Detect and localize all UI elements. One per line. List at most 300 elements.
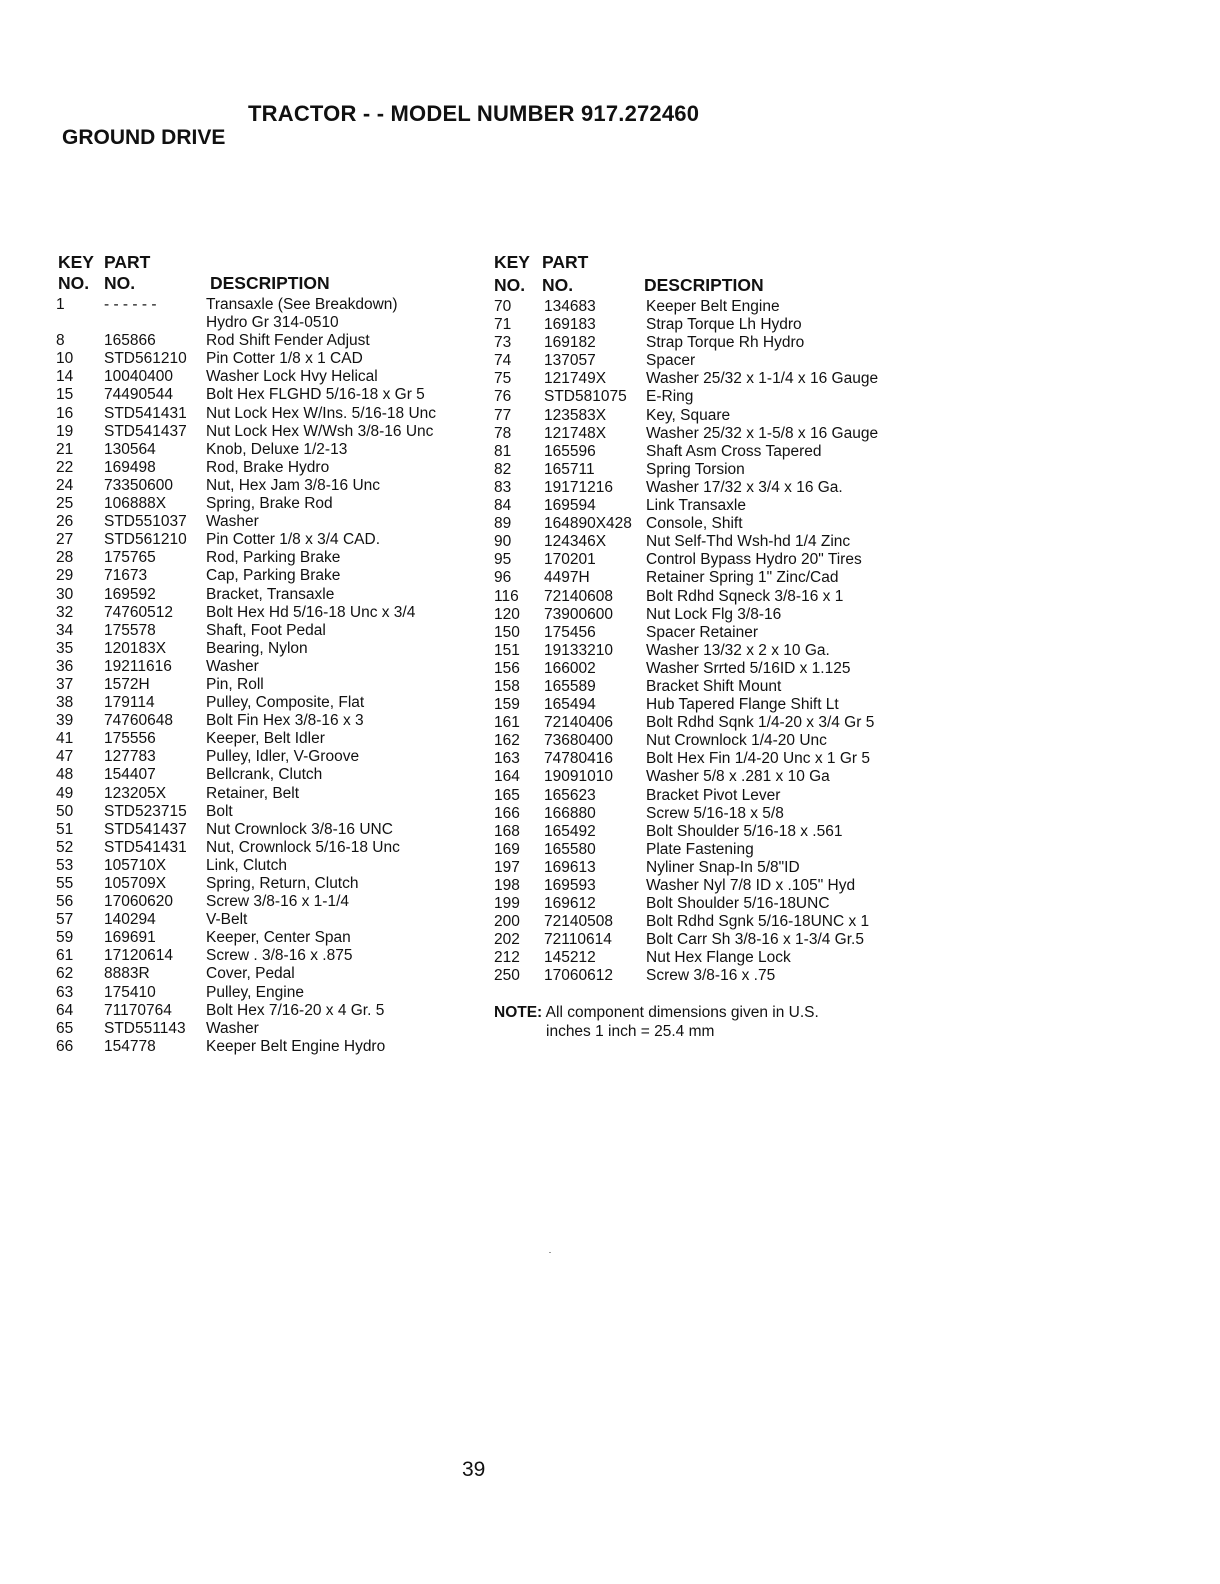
part-number: 74760648 bbox=[104, 712, 173, 730]
part-number: STD541431 bbox=[104, 404, 187, 422]
key-number: 56 bbox=[56, 893, 74, 911]
part-number: 130564 bbox=[104, 440, 156, 458]
table-row bbox=[56, 350, 476, 368]
key-number: 82 bbox=[494, 460, 512, 478]
table-row bbox=[56, 947, 476, 965]
key-number: 22 bbox=[56, 458, 74, 476]
part-number: 165494 bbox=[544, 696, 596, 714]
part-description: Bellcrank, Clutch bbox=[206, 766, 323, 784]
key-number: 30 bbox=[56, 585, 74, 603]
part-number: STD551143 bbox=[104, 1019, 186, 1037]
part-description: Pulley, Idler, V-Groove bbox=[206, 748, 360, 766]
part-number: 165866 bbox=[104, 332, 156, 350]
part-description: Screw 3/8-16 x .75 bbox=[646, 967, 776, 985]
key-header-top: KEY bbox=[58, 252, 94, 272]
part-description: Washer 17/32 x 3/4 x 16 Ga. bbox=[646, 478, 843, 496]
part-description: Screw 3/8-16 x 1-1/4 bbox=[206, 893, 350, 911]
table-row bbox=[494, 588, 914, 606]
note bbox=[494, 1003, 914, 1041]
key-number: 35 bbox=[56, 639, 74, 657]
key-number: 50 bbox=[56, 802, 74, 820]
part-description: Pin Cotter 1/8 x 3/4 CAD. bbox=[206, 531, 381, 549]
part-description: Washer bbox=[206, 513, 259, 531]
key-number: 19 bbox=[56, 422, 74, 440]
part-description: Spacer Retainer bbox=[646, 623, 759, 641]
part-number: 105709X bbox=[104, 875, 167, 892]
part-description: Nut Crownlock 1/4-20 Unc bbox=[646, 732, 827, 750]
part-number: 71170764 bbox=[104, 1001, 172, 1019]
table-row bbox=[56, 531, 476, 549]
key-number: 168 bbox=[494, 822, 520, 840]
part-number: 73900600 bbox=[544, 605, 613, 623]
part-description: Washer Lock Hvy Helical bbox=[206, 368, 378, 386]
table-row bbox=[56, 821, 476, 839]
page-number: 39 bbox=[462, 1458, 486, 1481]
table-row bbox=[494, 461, 914, 479]
part-number: 127783 bbox=[104, 748, 156, 766]
table-row bbox=[56, 875, 476, 893]
table-row bbox=[56, 676, 476, 694]
key-number: 1 bbox=[56, 296, 65, 313]
key-number: 32 bbox=[56, 603, 74, 621]
part-number: 72110614 bbox=[544, 931, 612, 949]
part-number: 165596 bbox=[544, 442, 596, 460]
key-number: 161 bbox=[494, 714, 520, 732]
key-number: 156 bbox=[494, 659, 520, 677]
table-row bbox=[494, 407, 914, 425]
section-title: GROUND DRIVE bbox=[62, 126, 226, 149]
key-number: 27 bbox=[56, 531, 74, 549]
key-number: 198 bbox=[494, 877, 520, 894]
part-description: V-Belt bbox=[206, 911, 248, 929]
part-number: 169183 bbox=[544, 316, 596, 334]
key-number: 202 bbox=[494, 931, 520, 949]
part-number: 169592 bbox=[104, 585, 156, 603]
key-number: 63 bbox=[56, 983, 74, 1001]
part-description: Bolt Rdhd Sqneck 3/8-16 x 1 bbox=[646, 587, 844, 605]
part-description: Nut Lock Flg 3/8-16 bbox=[646, 605, 782, 623]
part-description: Keeper, Center Span bbox=[206, 929, 351, 947]
table-row bbox=[56, 459, 476, 477]
parts-list-right bbox=[494, 252, 914, 986]
part-number: STD541437 bbox=[104, 422, 187, 440]
key-number: 151 bbox=[494, 641, 520, 659]
key-number: 34 bbox=[56, 621, 74, 639]
part-number: 123205X bbox=[104, 784, 167, 802]
part-description: Bearing, Nylon bbox=[206, 639, 308, 657]
note-label: NOTE: bbox=[494, 1004, 543, 1021]
key-number: 51 bbox=[56, 820, 74, 838]
part-description: Spacer bbox=[646, 352, 696, 370]
part-number: STD561210 bbox=[104, 350, 187, 368]
part-description: Nut, Hex Jam 3/8-16 Unc bbox=[206, 476, 381, 494]
table-row bbox=[494, 551, 914, 569]
table-row bbox=[494, 841, 914, 859]
part-number: 71673 bbox=[104, 567, 148, 585]
part-description: Retainer Spring 1" Zinc/Cad bbox=[646, 569, 839, 587]
table-row bbox=[56, 857, 476, 875]
part-description: Washer bbox=[206, 657, 259, 675]
part-number: 179114 bbox=[104, 694, 155, 712]
part-number: - - - - - - bbox=[104, 296, 157, 313]
table-row bbox=[56, 1020, 476, 1038]
key-number: 212 bbox=[494, 949, 520, 967]
part-number: 175410 bbox=[104, 983, 156, 1001]
part-description: Keeper Belt Engine bbox=[646, 298, 780, 315]
part-description: Screw 5/16-18 x 5/8 bbox=[646, 804, 784, 822]
parts-list-header bbox=[56, 252, 476, 296]
part-number: STD561210 bbox=[104, 531, 187, 549]
part-number: 4497H bbox=[544, 569, 590, 587]
part-description: Strap Torque Lh Hydro bbox=[646, 316, 802, 334]
part-description: Pulley, Engine bbox=[206, 983, 304, 1001]
part-description: Plate Fastening bbox=[646, 840, 754, 858]
key-number: 197 bbox=[494, 858, 520, 876]
part-header-top: PART bbox=[542, 252, 589, 272]
part-number: 165711 bbox=[544, 460, 595, 478]
table-row bbox=[494, 334, 914, 352]
key-number: 57 bbox=[56, 911, 74, 929]
table-row bbox=[56, 604, 476, 622]
key-number: 29 bbox=[56, 567, 74, 585]
page-title: TRACTOR - - MODEL NUMBER 917.272460 bbox=[248, 101, 700, 126]
key-number: 165 bbox=[494, 786, 520, 804]
key-number: 62 bbox=[56, 965, 74, 983]
key-number: 164 bbox=[494, 768, 520, 786]
table-row bbox=[494, 678, 914, 696]
part-number: 170201 bbox=[544, 551, 596, 569]
part-description: Knob, Deluxe 1/2-13 bbox=[206, 440, 348, 458]
part-number: 175456 bbox=[544, 623, 596, 641]
table-row bbox=[494, 569, 914, 587]
key-header-bottom: NO. bbox=[494, 275, 526, 295]
part-number: STD551037 bbox=[104, 513, 187, 531]
table-row bbox=[494, 606, 914, 624]
part-description: Washer Nyl 7/8 ID x .105" Hyd bbox=[646, 877, 856, 894]
part-description: Shaft Asm Cross Tapered bbox=[646, 442, 822, 460]
part-description: Key, Square bbox=[646, 406, 731, 424]
key-number: 77 bbox=[494, 406, 512, 424]
key-number: 78 bbox=[494, 424, 512, 442]
part-number: 165623 bbox=[544, 786, 596, 804]
key-number: 90 bbox=[494, 533, 512, 551]
part-header-bottom: NO. bbox=[104, 273, 136, 293]
part-description: Bracket, Transaxle bbox=[206, 585, 335, 603]
table-row bbox=[494, 805, 914, 823]
part-header-bottom: NO. bbox=[542, 275, 574, 295]
table-row bbox=[494, 425, 914, 443]
note-text-line1: All component dimensions given in U.S. bbox=[545, 1004, 819, 1021]
table-row-continuation bbox=[56, 314, 476, 332]
key-number: 116 bbox=[494, 587, 519, 605]
part-description: Spring, Brake Rod bbox=[206, 495, 333, 513]
table-row bbox=[494, 515, 914, 533]
part-description: Washer 25/32 x 1-1/4 x 16 Gauge bbox=[646, 370, 879, 388]
table-row bbox=[56, 730, 476, 748]
part-number: 169498 bbox=[104, 458, 156, 476]
part-description: Spring Torsion bbox=[646, 460, 745, 478]
part-description: Nut Lock Hex W/Ins. 5/16-18 Unc bbox=[206, 404, 437, 422]
part-number: 137057 bbox=[544, 352, 596, 370]
part-number: 73680400 bbox=[544, 732, 613, 750]
key-number: 14 bbox=[56, 368, 74, 386]
key-number: 166 bbox=[494, 804, 520, 822]
part-description: Washer 25/32 x 1-5/8 x 16 Gauge bbox=[646, 424, 879, 442]
table-row bbox=[494, 949, 914, 967]
table-row bbox=[56, 694, 476, 712]
part-description: Cover, Pedal bbox=[206, 965, 295, 983]
key-number: 96 bbox=[494, 569, 512, 587]
key-number: 16 bbox=[56, 404, 74, 422]
part-number: 169594 bbox=[544, 497, 596, 515]
key-number: 200 bbox=[494, 913, 520, 931]
part-description: Pin, Roll bbox=[206, 675, 264, 693]
part-number: 17060612 bbox=[544, 967, 613, 985]
key-number: 199 bbox=[494, 895, 520, 913]
part-header-top: PART bbox=[104, 252, 151, 272]
table-row bbox=[494, 660, 914, 678]
key-number: 74 bbox=[494, 352, 512, 370]
key-number: 38 bbox=[56, 694, 74, 712]
key-number: 76 bbox=[494, 388, 512, 406]
table-row bbox=[494, 443, 914, 461]
table-row bbox=[494, 497, 914, 515]
key-number: 48 bbox=[56, 766, 74, 784]
parts-rows bbox=[56, 296, 476, 1056]
key-number: 10 bbox=[56, 350, 74, 368]
part-description: Console, Shift bbox=[646, 515, 743, 533]
table-row bbox=[56, 586, 476, 604]
table-row bbox=[56, 423, 476, 441]
table-row bbox=[56, 332, 476, 350]
part-description: Bolt Carr Sh 3/8-16 x 1-3/4 Gr.5 bbox=[646, 931, 864, 949]
description-header: DESCRIPTION bbox=[210, 273, 330, 293]
part-description: Cap, Parking Brake bbox=[206, 567, 341, 585]
part-number: 72140608 bbox=[544, 587, 613, 605]
table-row bbox=[56, 296, 476, 314]
table-row bbox=[56, 965, 476, 983]
table-row bbox=[56, 1038, 476, 1056]
part-number: 169691 bbox=[104, 929, 156, 947]
scan-speck bbox=[549, 1252, 551, 1253]
part-description: Nut Hex Flange Lock bbox=[646, 949, 791, 967]
part-description: Link, Clutch bbox=[206, 856, 287, 874]
table-row bbox=[56, 386, 476, 404]
table-row bbox=[494, 859, 914, 877]
key-number: 49 bbox=[56, 784, 74, 802]
part-number: 121748X bbox=[544, 424, 607, 442]
part-description-continued: Hydro Gr 314-0510 bbox=[206, 314, 339, 332]
part-description: Washer bbox=[206, 1019, 259, 1037]
table-row bbox=[494, 714, 914, 732]
part-description: Nut Lock Hex W/Wsh 3/8-16 Unc bbox=[206, 422, 434, 440]
table-row bbox=[494, 298, 914, 316]
part-description: Keeper Belt Engine Hydro bbox=[206, 1037, 386, 1055]
parts-rows bbox=[494, 298, 914, 986]
table-row bbox=[56, 513, 476, 531]
key-number: 47 bbox=[56, 748, 74, 766]
part-number: 175578 bbox=[104, 621, 156, 639]
part-number: 165492 bbox=[544, 822, 596, 840]
part-description: Washer 5/8 x .281 x 10 Ga bbox=[646, 768, 830, 786]
part-number: STD523715 bbox=[104, 802, 187, 820]
key-number: 163 bbox=[494, 750, 520, 768]
part-number: 124346X bbox=[544, 533, 607, 551]
part-description: Bolt Rdhd Sgnk 5/16-18UNC x 1 bbox=[646, 913, 870, 931]
part-description: Screw . 3/8-16 x .875 bbox=[206, 947, 353, 965]
part-number: 166880 bbox=[544, 804, 596, 822]
key-number: 71 bbox=[494, 316, 512, 334]
part-number: 1572H bbox=[104, 675, 150, 693]
part-number: 123583X bbox=[544, 406, 607, 424]
part-number: 106888X bbox=[104, 495, 167, 513]
part-number: 165589 bbox=[544, 677, 596, 695]
part-description: Strap Torque Rh Hydro bbox=[646, 334, 805, 352]
table-row bbox=[56, 803, 476, 821]
table-row bbox=[56, 839, 476, 857]
table-row bbox=[494, 732, 914, 750]
table-row bbox=[494, 750, 914, 768]
table-row bbox=[56, 766, 476, 784]
table-row bbox=[494, 768, 914, 786]
table-row bbox=[56, 549, 476, 567]
part-description: Bolt Hex Hd 5/16-18 Unc x 3/4 bbox=[206, 603, 416, 621]
key-header-top: KEY bbox=[494, 252, 530, 272]
part-description: Bolt Shoulder 5/16-18UNC bbox=[646, 895, 830, 913]
part-description: Bolt Hex FLGHD 5/16-18 x Gr 5 bbox=[206, 386, 425, 404]
part-description: Pulley, Composite, Flat bbox=[206, 694, 365, 712]
table-row bbox=[56, 477, 476, 495]
part-number: STD541437 bbox=[104, 820, 187, 838]
part-number: 164890X428 bbox=[544, 515, 632, 533]
table-row bbox=[494, 533, 914, 551]
table-row bbox=[494, 479, 914, 497]
part-number: 17120614 bbox=[104, 947, 173, 965]
table-row bbox=[56, 712, 476, 730]
table-row bbox=[56, 893, 476, 911]
key-number: 66 bbox=[56, 1037, 74, 1055]
part-number: 72140406 bbox=[544, 714, 613, 732]
key-number: 75 bbox=[494, 370, 512, 388]
table-row bbox=[56, 441, 476, 459]
part-number: STD541431 bbox=[104, 838, 187, 856]
key-number: 36 bbox=[56, 657, 74, 675]
part-description: Hub Tapered Flange Shift Lt bbox=[646, 696, 839, 714]
part-number: 169593 bbox=[544, 877, 596, 894]
part-number: 19171216 bbox=[544, 478, 613, 496]
part-number: 105710X bbox=[104, 856, 167, 874]
table-row bbox=[494, 370, 914, 388]
part-description: Keeper, Belt Idler bbox=[206, 730, 325, 748]
key-number: 15 bbox=[56, 386, 74, 404]
key-header-bottom: NO. bbox=[58, 273, 90, 293]
table-row bbox=[56, 368, 476, 386]
parts-list-header bbox=[494, 252, 914, 296]
part-description: Bracket Shift Mount bbox=[646, 677, 782, 695]
part-number: 154778 bbox=[104, 1037, 156, 1055]
part-number: 8883R bbox=[104, 965, 150, 983]
key-number: 159 bbox=[494, 696, 520, 714]
part-description: Washer 13/32 x 2 x 10 Ga. bbox=[646, 641, 830, 659]
part-description: Bolt Fin Hex 3/8-16 x 3 bbox=[206, 712, 364, 730]
key-number: 81 bbox=[494, 442, 512, 460]
key-number: 52 bbox=[56, 838, 74, 856]
table-row bbox=[494, 877, 914, 895]
table-row bbox=[56, 495, 476, 513]
key-number: 39 bbox=[56, 712, 74, 730]
part-description: Nyliner Snap-In 5/8"ID bbox=[646, 858, 800, 876]
key-number: 61 bbox=[56, 947, 74, 965]
part-description: E-Ring bbox=[646, 388, 694, 406]
table-row bbox=[494, 823, 914, 841]
table-row bbox=[494, 913, 914, 931]
table-row bbox=[56, 405, 476, 423]
key-number: 84 bbox=[494, 497, 512, 515]
part-number: 169613 bbox=[544, 858, 596, 876]
part-description: Nut Self-Thd Wsh-hd 1/4 Zinc bbox=[646, 533, 851, 551]
part-description: Rod, Brake Hydro bbox=[206, 458, 330, 476]
table-row bbox=[56, 640, 476, 658]
part-number: 175556 bbox=[104, 730, 156, 748]
key-number: 70 bbox=[494, 298, 512, 315]
note-text-line2: inches 1 inch = 25.4 mm bbox=[546, 1023, 715, 1040]
part-description: Bolt bbox=[206, 802, 233, 820]
part-description: Bolt Shoulder 5/16-18 x .561 bbox=[646, 822, 843, 840]
table-row bbox=[56, 911, 476, 929]
part-number: 74780416 bbox=[544, 750, 613, 768]
part-number: 154407 bbox=[104, 766, 156, 784]
part-description: Transaxle (See Breakdown) bbox=[206, 296, 398, 313]
table-row bbox=[494, 696, 914, 714]
part-number: 140294 bbox=[104, 911, 156, 929]
key-number: 65 bbox=[56, 1019, 74, 1037]
part-description: Control Bypass Hydro 20" Tires bbox=[646, 551, 862, 569]
key-number: 95 bbox=[494, 551, 512, 569]
table-row bbox=[56, 929, 476, 947]
part-number: 120183X bbox=[104, 639, 167, 657]
part-description: Retainer, Belt bbox=[206, 784, 300, 802]
key-number: 150 bbox=[494, 623, 520, 641]
part-number: 19133210 bbox=[544, 641, 613, 659]
part-description: Bolt Hex Fin 1/4-20 Unc x 1 Gr 5 bbox=[646, 750, 870, 768]
key-number: 158 bbox=[494, 677, 520, 695]
table-row bbox=[56, 567, 476, 585]
part-number: 169612 bbox=[544, 895, 596, 913]
part-number: 73350600 bbox=[104, 476, 173, 494]
table-row bbox=[494, 316, 914, 334]
table-row bbox=[494, 388, 914, 406]
key-number: 55 bbox=[56, 875, 74, 892]
part-number: 169182 bbox=[544, 334, 596, 352]
part-description: Bracket Pivot Lever bbox=[646, 786, 781, 804]
table-row bbox=[494, 352, 914, 370]
part-number: 17060620 bbox=[104, 893, 173, 911]
key-number: 73 bbox=[494, 334, 512, 352]
key-number: 59 bbox=[56, 929, 74, 947]
key-number: 24 bbox=[56, 476, 74, 494]
table-row bbox=[494, 895, 914, 913]
parts-list-left bbox=[56, 252, 476, 1056]
part-description: Bolt Rdhd Sqnk 1/4-20 x 3/4 Gr 5 bbox=[646, 714, 875, 732]
part-description: Rod, Parking Brake bbox=[206, 549, 341, 567]
part-number: 19211616 bbox=[104, 657, 172, 675]
key-number: 8 bbox=[56, 332, 65, 350]
key-number: 41 bbox=[56, 730, 74, 748]
table-row bbox=[56, 622, 476, 640]
key-number: 169 bbox=[494, 840, 520, 858]
key-number: 83 bbox=[494, 478, 512, 496]
table-row bbox=[494, 967, 914, 985]
